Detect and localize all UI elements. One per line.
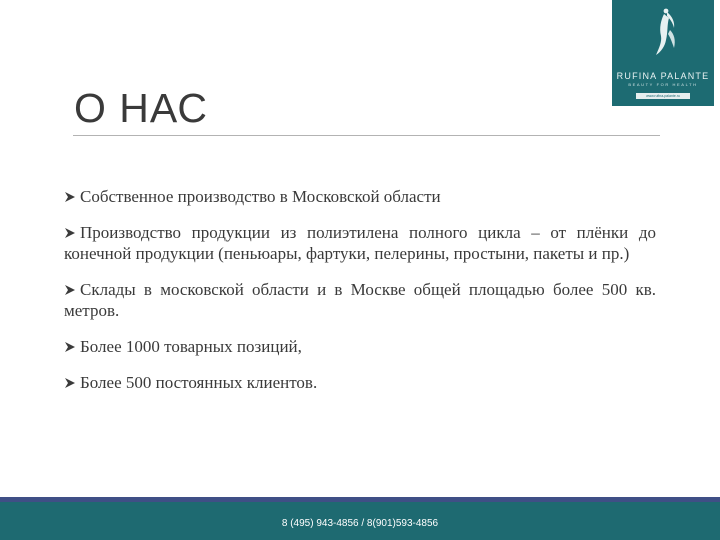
slide-title: О НАС [74, 85, 208, 131]
arrow-bullet-icon [64, 284, 76, 296]
footer-phones: 8 (495) 943-4856 / 8(901)593-4856 [281, 518, 439, 529]
bullet-list [64, 186, 656, 408]
arrow-bullet-icon [64, 191, 76, 203]
arrow-bullet-icon [64, 227, 76, 239]
arrow-bullet-icon [64, 377, 76, 389]
bullet-item [64, 279, 656, 321]
logo-wordmark: RUFINA PALANTE [616, 71, 710, 81]
bullet-item [64, 186, 656, 207]
arrow-bullet-icon [64, 341, 76, 353]
bullet-text: Производство продукции из полиэтилена полного цикла – от плёнки до конечной продукции (пеньюары, фартуки, пелерины, простыни, пакеты и пр.) [64, 223, 656, 263]
brand-logo [612, 0, 714, 106]
bullet-text: Собственное производство в Московской области [80, 187, 441, 206]
title-divider [73, 135, 660, 136]
logo-strip: www.rufina-palante.ru [636, 93, 690, 99]
figure-logo-icon [612, 0, 714, 70]
logo-tagline: BEAUTY FOR HEALTH [628, 82, 698, 87]
bullet-item [64, 222, 656, 264]
bullet-item [64, 336, 656, 357]
bullet-text: Более 500 постоянных клиентов. [80, 373, 318, 392]
bullet-text: Склады в московской области и в Москве общей площадью более 500 кв. метров. [64, 280, 656, 320]
bullet-text: Более 1000 товарных позиций, [80, 337, 302, 356]
bullet-item [64, 372, 656, 393]
